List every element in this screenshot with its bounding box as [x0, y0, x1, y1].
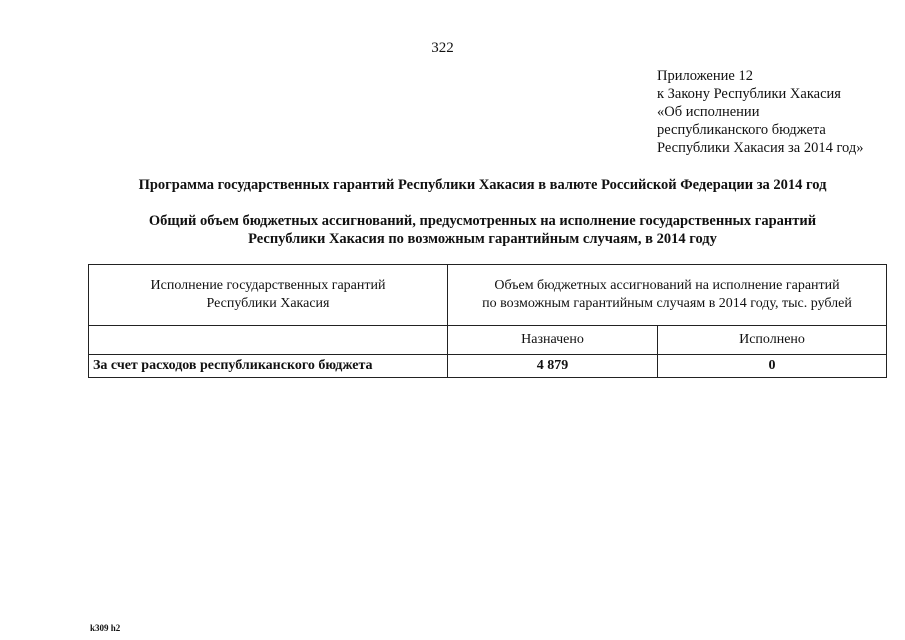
subheader-cell-empty — [89, 326, 448, 355]
row-assigned-value: 4 879 — [448, 355, 658, 378]
appendix-line: Приложение 12 — [657, 68, 753, 84]
page-number: 322 — [431, 40, 454, 56]
header-text: Республики Хакасия — [206, 296, 330, 311]
subheader-cell-assigned: Назначено — [448, 326, 658, 355]
appendix-line: Республики Хакасия за 2014 год» — [657, 140, 864, 156]
appendix-line: «Об исполнении — [657, 104, 760, 120]
header-text: по возможным гарантийным случаям в 2014 году, тыс. рублей — [482, 296, 852, 311]
subheader-cell-executed: Исполнено — [658, 326, 887, 355]
guarantee-table-container — [88, 264, 887, 378]
header-text: Объем бюджетных ассигнований на исполнение гарантий — [494, 278, 840, 293]
header-text: Исполнение государственных гарантий — [150, 278, 386, 293]
table-subheader-row — [89, 326, 887, 355]
row-executed-value: 0 — [658, 355, 887, 378]
document-title: Программа государственных гарантий Республики Хакасия в валюте Российской Федерации за 2014 год — [138, 177, 827, 193]
row-label: За счет расходов республиканского бюджета — [89, 355, 448, 378]
appendix-header — [657, 67, 863, 157]
appendix-line: к Закону Республики Хакасия — [657, 86, 841, 102]
table-header-row — [89, 265, 887, 326]
table-title-line: Общий объем бюджетных ассигнований, предусмотренных на исполнение государственных гарантий — [148, 213, 817, 229]
table-title — [30, 212, 905, 248]
header-cell-allocations — [448, 265, 887, 326]
table-row — [89, 355, 887, 378]
guarantee-table — [88, 264, 887, 378]
header-cell-guarantees — [89, 265, 448, 326]
footer-code: k309 h2 — [90, 623, 121, 633]
appendix-line: республиканского бюджета — [657, 122, 826, 138]
table-title-line: Республики Хакасия по возможным гарантийным случаям, в 2014 году — [248, 231, 717, 247]
